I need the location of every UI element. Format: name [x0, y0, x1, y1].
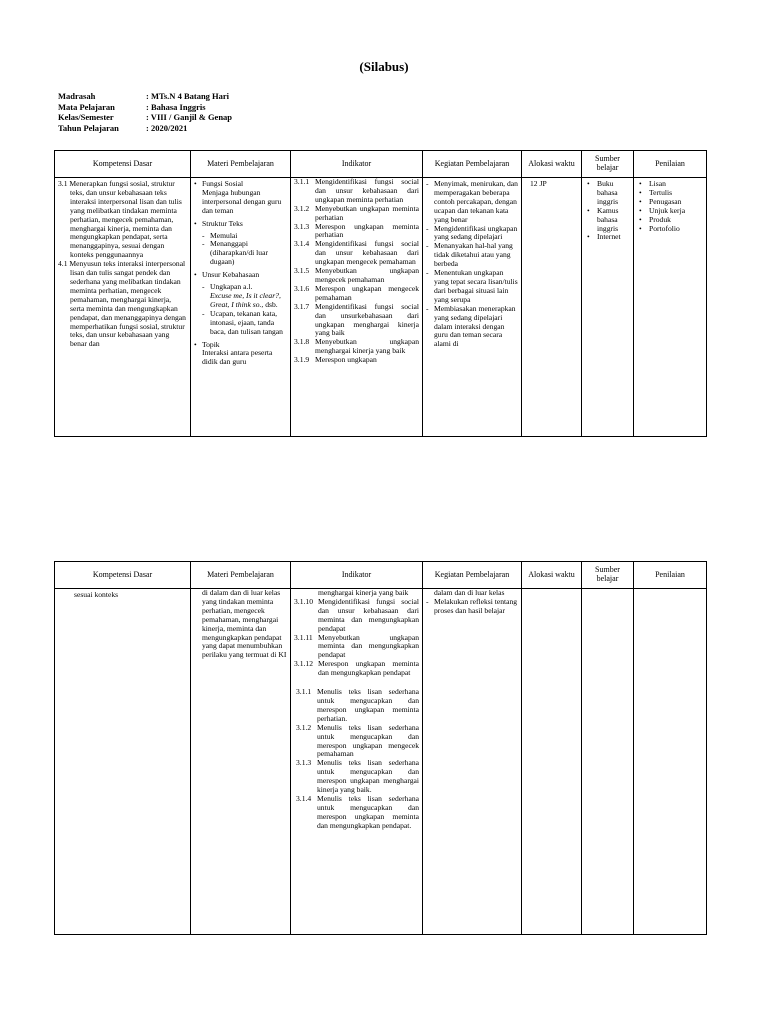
indikator-number: 3.1.9 [294, 355, 310, 365]
cell-penilaian [634, 178, 707, 437]
list-item [294, 356, 419, 365]
list-item [294, 338, 419, 356]
header-sumber: Sumber belajar [582, 151, 634, 178]
indikator-text: Mengidentifikasi fungsi social dan unsur kebahasaan dari meminta dan mengungkapkan pendapat [318, 596, 419, 633]
indikator-text: Menulis teks lisan sederhana untuk mengucapkan dan merespon ungkapan mengecek pemahaman [317, 722, 419, 759]
materi-text: dsb. [263, 299, 278, 309]
indikator-text: Merespon ungkapan [315, 355, 377, 365]
materi-continuation: di dalam dan di luar kelas yang tindakan meminta perhatian, mengecek pemahaman, menghargai kinerja, meminta dan mengungkapkan pendapat yang dapat menumbuhkan perilaku yang termuat di KI [202, 588, 287, 660]
indikator-number: 3.1.1 [296, 687, 312, 697]
meta-row-mapel [58, 102, 232, 113]
materi-example: Excuse me, Is it clear?, Great, I think so., [210, 290, 281, 309]
cell-kompetensi-dasar [55, 178, 191, 437]
header-sumber: Sumber belajar [582, 562, 634, 589]
list-item: - Menentukan ungkapan yang tepat secara lisan/tulis dari berbagai situasi lain yang serupa [426, 269, 518, 305]
indikator-number: 3.1.3 [294, 221, 310, 231]
list-item [294, 240, 419, 267]
indikator-number: 3.1.4 [294, 239, 310, 249]
list-item [294, 688, 419, 724]
cell-materi [191, 178, 291, 437]
kd-continuation: sesuai konteks [74, 590, 119, 599]
cell-indikator [291, 178, 423, 437]
cell-indikator [291, 589, 423, 935]
indikator-number: 3.1.3 [296, 758, 312, 768]
indikator-number: 3.1.4 [296, 793, 312, 803]
page-title: (Silabus) [359, 59, 409, 74]
list-item [294, 285, 419, 303]
indikator-number: 3.1.2 [296, 722, 312, 732]
materi-heading: Topik [202, 339, 220, 349]
meta-value: : Bahasa Inggris [146, 101, 206, 112]
materi-heading: Struktur Teks [202, 218, 243, 228]
header-kompetensi-dasar: Kompetensi Dasar [55, 562, 191, 589]
indikator-text: Mengidentifikasi fungsi social dan unsur kebahasaan dari ungkapan meminta perhatian [315, 177, 419, 204]
meta-key: Kelas/Semester [58, 112, 114, 122]
indikator-text: Merespon ungkapan meminta dan mengungkapkan pendapat [318, 659, 419, 678]
list-item: • Internet [585, 233, 630, 242]
cell-kompetensi-dasar [55, 589, 191, 935]
indikator-text: Menyebutkan ungkapan meminta dan mengungkapkan pendapat [318, 632, 419, 660]
indikator-text: Menulis teks lisan sederhana untuk mengucapkan dan merespon ungkapan menghargai kinerja yang baik. [317, 758, 419, 795]
materi-text: Ungkapan a.l. [210, 282, 253, 292]
list-item: - Ucapan, tekanan kata, intonasi, ejaan, tanda baca, dan tulisan tangan [202, 310, 287, 337]
indikator-text: Menyebutkan ungkapan mengecek pemahaman [315, 266, 419, 284]
list-item [294, 223, 419, 241]
list-item [294, 795, 419, 831]
list-item: - Membiasakan menerapkan yang sedang dipelajari dalam interaksi dengan guru dan teman secara alami di [426, 305, 518, 350]
list-item: dalam dan di luar kelas [434, 588, 505, 597]
indikator-text: Mengidentifikasi fungsi social dan unsur kebahasaan dari ungkapan mengecek pemahaman [315, 239, 419, 267]
list-item: - Menanggapi (diharapkan/di luar dugaan) [202, 240, 287, 267]
meta-value: : VIII / Ganjil & Genap [146, 112, 233, 122]
indikator-text: Menyebutkan ungkapan menghargai kinerja yang baik [315, 337, 419, 356]
indikator-text: Menyebutkan ungkapan meminta perhatian [315, 203, 419, 222]
meta-value: : MTs.N 4 Batang Hari [146, 91, 230, 101]
list-item: - Menyimak, menirukan, dan memperagakan beberapa contoh percakapan, dengan ucapan dan tekanan kata yang benar [426, 180, 518, 225]
meta-key: Tahun Pelajaran [58, 122, 119, 133]
cell-alokasi [522, 178, 582, 437]
cell-kegiatan [423, 178, 522, 437]
indikator-text: Merespon ungkapan mengecek pemahaman [315, 283, 419, 302]
list-item: • Portofolio [637, 225, 703, 234]
header-penilaian: Penilaian [634, 151, 707, 178]
list-item: • Kamus bahasa inggris [585, 207, 630, 234]
header-materi: Materi Pembelajaran [191, 562, 291, 589]
table-row [55, 589, 707, 935]
indikator-text: Mengidentifikasi fungsi social dan unsurkebahasaan dari ungkapan menghargai kinerja yang baik [315, 301, 419, 338]
syllabus-table-page2 [54, 561, 707, 935]
header-materi: Materi Pembelajaran [191, 151, 291, 178]
list-item [294, 634, 419, 661]
alokasi-value: 12 JP [530, 179, 547, 188]
indikator-number: 3.1.10 [294, 596, 313, 606]
materi-unsur [194, 271, 287, 336]
list-item [294, 267, 419, 285]
indikator-number: 3.1.8 [294, 337, 310, 347]
materi-fungsi [194, 180, 287, 216]
materi-struktur [194, 220, 287, 268]
indikator-number: 3.1.12 [294, 659, 313, 669]
meta-value: : 2020/2021 [146, 122, 188, 133]
meta-key: Madrasah [58, 91, 96, 101]
list-item: • Buku bahasa inggris [585, 180, 630, 207]
cell-alokasi [522, 589, 582, 935]
list-item [294, 178, 419, 205]
header-kompetensi-dasar: Kompetensi Dasar [55, 151, 191, 178]
header-penilaian: Penilaian [634, 562, 707, 589]
list-item: - Melakukan refleksi tentang proses dan hasil belajar [426, 598, 518, 616]
indikator-continuation: menghargai kinerja yang baik [318, 588, 409, 597]
list-item: • Lisan [637, 180, 703, 189]
list-item: - Memulai [202, 232, 287, 241]
list-item [294, 205, 419, 223]
list-item [294, 759, 419, 795]
table-row [55, 178, 707, 437]
indikator-text: Menulis teks lisan sederhana untuk mengucapkan dan merespon ungkapan meminta perhatian. [317, 687, 419, 723]
materi-text: Menjaga hubungan interpersonal dengan guru dan teman [202, 187, 282, 215]
document-meta [58, 91, 232, 133]
meta-row-madrasah [58, 91, 232, 102]
meta-key: Mata Pelajaran [58, 101, 115, 112]
cell-sumber [582, 589, 634, 935]
materi-heading: Fungsi Sosial [202, 179, 244, 188]
indikator-text: Menulis teks lisan sederhana untuk mengucapkan dan merespon ungkapan meminta dan mengungkapkan pendapat. [317, 793, 419, 830]
indikator-number: 3.1.7 [294, 301, 310, 311]
header-indikator: Indikator [291, 562, 423, 589]
header-alokasi: Alokasi waktu [522, 562, 582, 589]
indikator-number: 3.1.6 [294, 283, 310, 293]
list-item [294, 660, 419, 678]
meta-row-tahun [58, 123, 232, 134]
cell-penilaian [634, 589, 707, 935]
materi-heading: Unsur Kebahasaan [202, 270, 260, 280]
cell-sumber [582, 178, 634, 437]
list-item: • Tertulis [637, 189, 703, 198]
cell-kegiatan [423, 589, 522, 935]
meta-row-kelas [58, 112, 232, 123]
table-header-row [55, 151, 707, 178]
list-item: • Produk [637, 216, 703, 225]
header-alokasi: Alokasi waktu [522, 151, 582, 178]
header-indikator: Indikator [291, 151, 423, 178]
list-item: - Mengidentifikasi ungkapan yang sedang dipelajari [426, 225, 518, 243]
list-item: 3.1 Menerapkan fungsi sosial, struktur teks, dan unsur kebahasaan teks interaksi interpersonal lisan dan tulis yang melibatkan tindakan meminta perhatian, mengecek pemahaman, menghargai kinerja, meminta dan mengungkapkan pendapat, serta menanggapinya, sesuai dengan konteks penggunaannya [58, 179, 182, 260]
list-item: - Menanyakan hal-hal yang tidak diketahui atau yang berbeda [426, 242, 518, 269]
header-kegiatan: Kegiatan Pembelajaran [423, 151, 522, 178]
list-item: • Unjuk kerja [637, 207, 703, 216]
table-header-row [55, 562, 707, 589]
syllabus-table-page1 [54, 150, 707, 437]
list-item: 4.1 Menyusun teks interaksi interpersonal lisan dan tulis sangat pendek dan sederhana yang melibatkan tindakan meminta perhatian, mengecek pemahaman, menghargai kinerja, serta meminta dan mengungkapkan pendapat, dan menanggapinya dengan memperhatikan fungsi sosial, struktur teks, dan unsur kebahasaan yang benar dan [58, 259, 186, 349]
header-kegiatan: Kegiatan Pembelajaran [423, 562, 522, 589]
list-item [294, 724, 419, 760]
list-item [202, 283, 287, 310]
materi-text: Interaksi antara peserta didik dan guru [202, 348, 273, 367]
indikator-number: 3.1.2 [294, 203, 310, 213]
indikator-number: 3.1.11 [294, 632, 313, 642]
materi-topik [194, 341, 287, 368]
indikator-number: 3.1.1 [294, 177, 310, 186]
indikator-text: Merespon ungkapan meminta perhatian [315, 221, 419, 240]
list-item [294, 598, 419, 634]
cell-materi [191, 589, 291, 935]
list-item [294, 303, 419, 339]
indikator-number: 3.1.5 [294, 266, 310, 276]
list-item: • Penugasan [637, 198, 703, 207]
